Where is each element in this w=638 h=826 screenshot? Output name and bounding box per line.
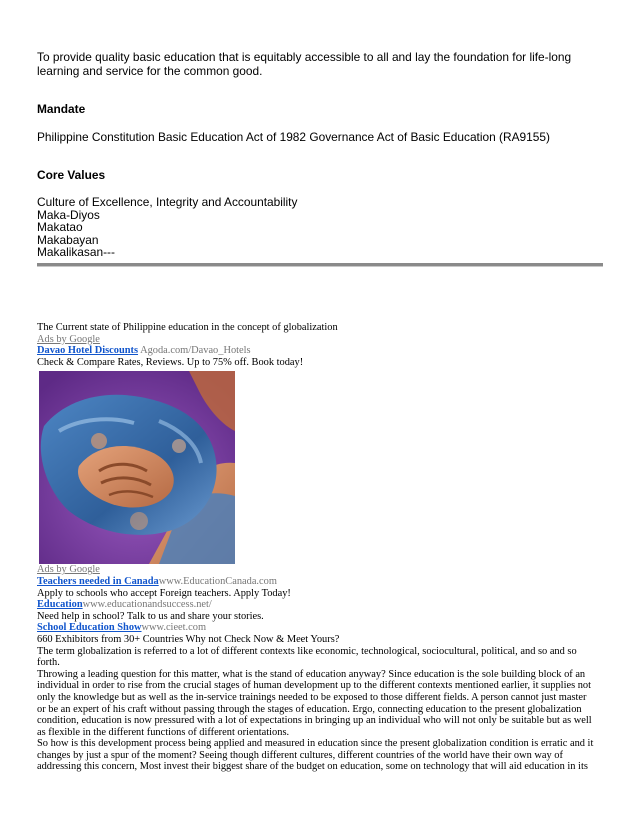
core-value-item: Makatao: [37, 220, 83, 234]
deped-statement: [37, 50, 607, 259]
ad-davao-hotel-text: Check & Compare Rates, Reviews. Up to 75% off. Book today!: [37, 356, 304, 368]
ads-by-google-link[interactable]: Ads by Google: [37, 333, 100, 345]
ad-teachers-canada-text: Apply to schools who accept Foreign teachers. Apply Today!: [37, 587, 291, 599]
mission-text: To provide quality basic education that is equitably accessible to all and lay the foundation for life-long learning and service for the common good.: [37, 50, 572, 78]
core-value-item: Makalikasan---: [37, 245, 115, 259]
horizontal-divider: [37, 263, 603, 267]
ads-by-google-link[interactable]: Ads by Google: [37, 564, 100, 576]
article-paragraph: So how is this development process being applied and measured in education since the present globalization condition is erratic and it changes by just a spur of the moment? Seeing though different cultures, different countries of the world have their own way of addressing this concern, Most invest their biggest share of the budget on education, some on technology that will aid education in its: [37, 738, 594, 773]
ad-teachers-canada: [37, 576, 597, 588]
mandate-text: Philippine Constitution Basic Education Act of 1982 Governance Act of Basic Education (RA9155): [37, 130, 550, 144]
clasped-hands-image: [39, 371, 235, 564]
article-body: [37, 322, 597, 773]
ad-education: [37, 599, 597, 611]
core-values-heading: Core Values: [37, 168, 106, 182]
ad-school-show-text: 660 Exhibitors from 30+ Countries Why not Check Now & Meet Yours?: [37, 633, 340, 645]
ad-school-show-url[interactable]: www.cieet.com: [141, 622, 207, 634]
core-value-item: Culture of Excellence, Integrity and Accountability: [37, 195, 298, 209]
core-values-list: [37, 196, 297, 259]
ad-school-show: [37, 622, 597, 634]
ad-teachers-canada-link[interactable]: Teachers needed in Canada: [37, 575, 159, 587]
ad-davao-hotel-url[interactable]: Agoda.com/Davao_Hotels: [140, 345, 251, 357]
ad-education-text: Need help in school? Talk to us and share your stories.: [37, 610, 264, 622]
core-value-item: Makabayan: [37, 232, 99, 247]
ad-teachers-canada-url[interactable]: www.EducationCanada.com: [158, 575, 277, 587]
ad-davao-hotel: [37, 345, 597, 357]
article-paragraph: Throwing a leading question for this matter, what is the stand of education anyway? Since education is the sole building block of an individual in order to rise from the crucial stages of human development up to the different contexts mentioned earlier, it supplies not only the knowledge but as well as the in-service trainings needed to be exposed to those different fields. A person cannot just master or be an expert of his craft without passing through the stages of education. Ergo, connecting education to the present globalization condition, education is now pressured with a lot of expectations in bringing up an individual who will not only be suitable but as well as flexible in the different functions of different orientations.: [37, 668, 592, 738]
core-value-item: Maka-Diyos: [37, 207, 100, 222]
ad-school-show-link[interactable]: School Education Show: [37, 622, 142, 634]
mandate-heading: Mandate: [37, 102, 86, 116]
ad-davao-hotel-link[interactable]: Davao Hotel Discounts: [37, 345, 139, 357]
ad-education-link[interactable]: Education: [37, 599, 83, 611]
article-paragraph: The term globalization is referred to a lot of different contexts like economic, technological, sociocultural, political, and so and so forth.: [37, 645, 577, 669]
ad-education-url[interactable]: www.educationandsuccess.net/: [82, 599, 212, 611]
article-title: The Current state of Philippine education in the concept of globalization: [37, 322, 338, 333]
